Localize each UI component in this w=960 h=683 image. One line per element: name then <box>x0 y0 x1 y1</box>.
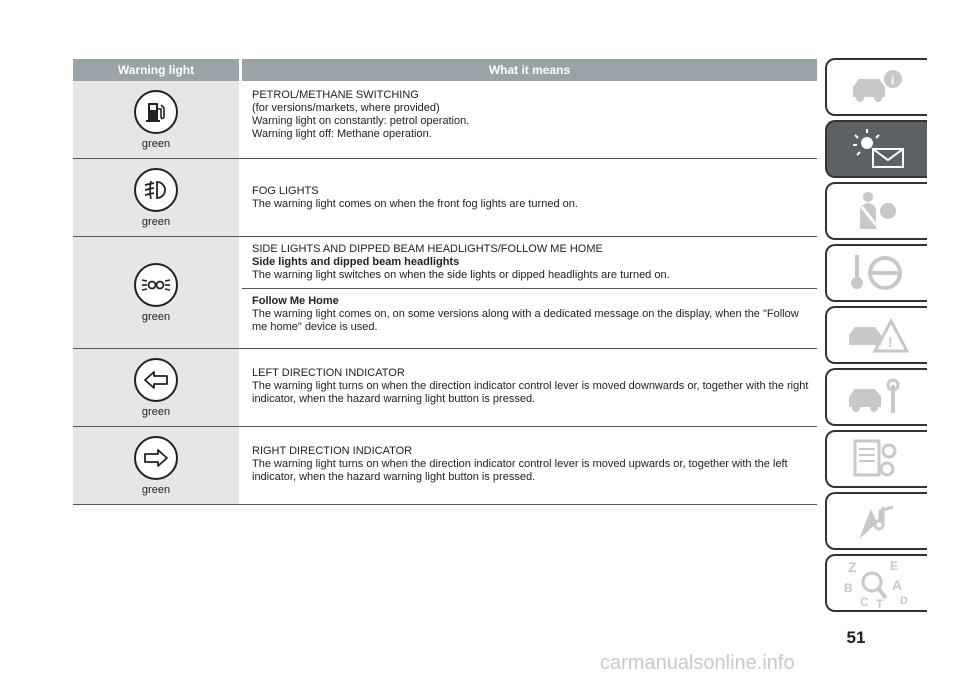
description-cell <box>242 237 817 348</box>
header-warning-light: Warning light <box>73 59 239 81</box>
description-cell <box>242 159 817 236</box>
subsection <box>252 243 811 288</box>
warning-light-cell <box>73 237 239 348</box>
row-title: FOG LIGHTS <box>252 185 319 197</box>
index-letter-t: T <box>876 597 884 608</box>
table-row <box>73 427 817 505</box>
car-info-icon[interactable] <box>825 58 927 116</box>
description-cell <box>242 427 817 504</box>
description-cell <box>242 349 817 426</box>
table-row <box>73 237 817 349</box>
table-row <box>73 81 817 159</box>
index-letter-a: A <box>892 577 903 593</box>
index-letter-z: Z <box>848 559 857 575</box>
multimedia-icon[interactable] <box>825 492 927 550</box>
row-title: PETROL/METHANE SWITCHING <box>252 89 419 101</box>
row-text: Warning light off: Methane operation. <box>252 128 432 140</box>
subsection-title: Side lights and dipped beam headlights <box>252 256 460 268</box>
warning-light-cell <box>73 81 239 158</box>
color-label: green <box>141 137 171 150</box>
svg-text:i: i <box>891 73 895 87</box>
warning-lights-table <box>73 59 817 505</box>
specs-gear-icon[interactable] <box>825 430 927 488</box>
chapter-tabs <box>825 58 929 616</box>
color-label: green <box>141 310 171 323</box>
table-header <box>73 59 817 81</box>
warning-light-cell <box>73 427 239 504</box>
table-row <box>73 159 817 237</box>
row-title: SIDE LIGHTS AND DIPPED BEAM HEADLIGHTS/FOLLOW ME HOME <box>252 243 603 255</box>
car-accident-warning-icon[interactable] <box>825 306 927 364</box>
color-label: green <box>141 215 171 228</box>
warning-light-message-icon[interactable] <box>825 120 927 178</box>
watermark: carmanualsonline.info <box>600 652 795 674</box>
subsection-title: Follow Me Home <box>252 295 339 307</box>
car-maintenance-icon[interactable] <box>825 368 927 426</box>
row-text: Warning light on constantly: petrol operation. <box>252 115 470 127</box>
row-text: The warning light comes on, on some versions along with a dedicated message on the display, when the "Follow me home" device is used. <box>252 308 799 333</box>
warning-light-cell <box>73 159 239 236</box>
svg-text:!: ! <box>888 334 893 350</box>
left-arrow-icon <box>134 358 178 402</box>
page-number: 51 <box>846 628 866 647</box>
row-text: The warning light comes on when the front fog lights are turned on. <box>252 198 578 210</box>
table-row <box>73 349 817 427</box>
fuel-pump-icon <box>134 90 178 134</box>
row-text: (for versions/markets, where provided) <box>252 102 440 114</box>
subsection <box>242 288 817 340</box>
row-text: The warning light turns on when the direction indicator control lever is moved downwards or, together with the right indicator, when the hazard warning light button is pressed. <box>252 380 809 405</box>
row-title: RIGHT DIRECTION INDICATOR <box>252 445 413 457</box>
seatbelt-airbag-icon[interactable] <box>825 182 927 240</box>
row-title: LEFT DIRECTION INDICATOR <box>252 367 405 379</box>
description-cell <box>242 81 817 158</box>
color-label: green <box>141 405 171 418</box>
right-arrow-icon <box>134 436 178 480</box>
row-text: The warning light switches on when the side lights or dipped headlights are turned on. <box>252 269 670 281</box>
index-letter-d: D <box>900 595 908 607</box>
fog-light-icon <box>134 168 178 212</box>
side-lights-icon <box>134 263 178 307</box>
warning-light-cell <box>73 349 239 426</box>
index-letter-b: B <box>844 581 853 595</box>
alphabet-index-icon[interactable] <box>825 554 927 612</box>
key-steering-wheel-icon[interactable] <box>825 244 927 302</box>
index-letter-c: C <box>860 595 869 608</box>
color-label: green <box>141 483 171 496</box>
header-what-it-means: What it means <box>242 59 817 81</box>
index-letter-e: E <box>890 559 899 573</box>
row-text: The warning light turns on when the direction indicator control lever is moved upwards or, together with the left indicator, when the hazard warning light button is pressed. <box>252 458 788 483</box>
